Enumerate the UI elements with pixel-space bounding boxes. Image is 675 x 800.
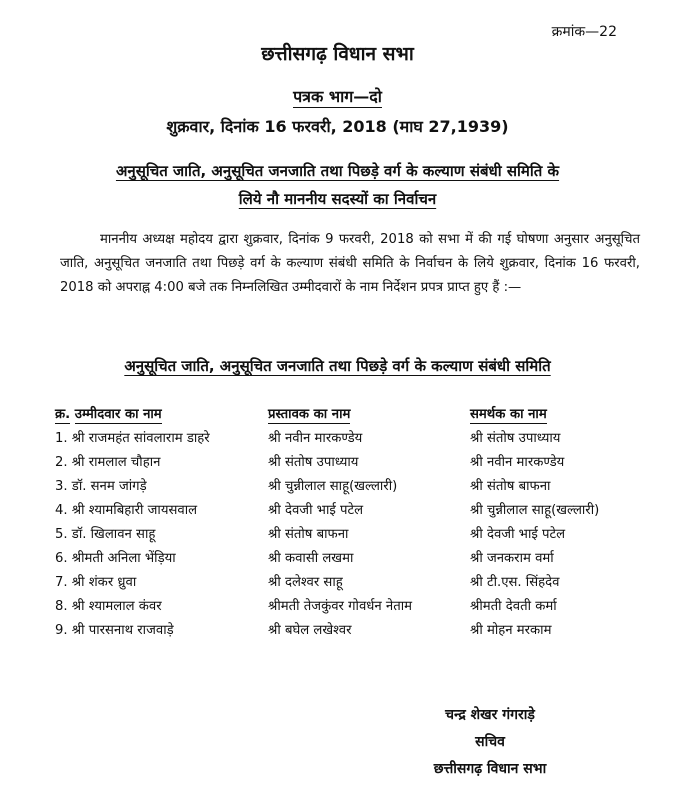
- header-candidate: [55, 404, 162, 422]
- nominations-table: [0, 404, 675, 644]
- proposer-cell: श्री चुन्नीलाल साहू(खल्लारी): [268, 479, 398, 494]
- body-paragraph-text: माननीय अध्यक्ष महोदय द्वारा शुक्रवार, दिनांक 9 फरवरी, 2018 को सभा में की गई घोषणा अनुसार अनुसूचित जाति, अनुसूचित जनजाति तथा पिछड़े वर्ग के कल्याण संबंधी समिति के निर्वाचन के लिये शुक्रवार, दिनांक 16 फरवरी, 2018 को अपराह्न 4:00 बजे तक निम्नलिखित उम्मीदवारों के नाम निर्देशन प्रपत्र प्राप्त हुए हैं :—: [60, 232, 640, 295]
- seconder-cell: श्री मोहन मरकाम: [470, 623, 552, 638]
- candidate-cell: 1. श्री राजमहंत सांवलाराम डाहरे: [55, 431, 210, 446]
- proposer-cell: श्री नवीन मारकण्डेय: [268, 431, 363, 446]
- seconder-cell: श्री देवजी भाई पटेल: [470, 527, 566, 542]
- serial-number: क्रमांक—22: [551, 24, 617, 40]
- seconder-cell: श्री चुन्नीलाल साहू(खल्लारी): [470, 503, 600, 518]
- section-heading-2: [0, 352, 675, 380]
- table-row: [0, 476, 675, 500]
- header-candidate-label: उम्मीदवार का नाम: [74, 407, 162, 422]
- candidate-cell: 4. श्री श्यामबिहारी जायसवाल: [55, 503, 198, 518]
- proposer-cell: श्री संतोष बाफना: [268, 527, 349, 542]
- table-row: [0, 452, 675, 476]
- signatory-designation: सचिव: [475, 734, 505, 750]
- proposer-cell: श्री बघेल लखेश्वर: [268, 623, 352, 638]
- candidate-cell: 2. श्री रामलाल चौहान: [55, 455, 161, 470]
- table-row: [0, 500, 675, 524]
- date-line: शुक्रवार, दिनांक 16 फरवरी, 2018 (माघ 27,1939): [166, 117, 509, 136]
- table-row: [0, 524, 675, 548]
- part-label-text: पत्रक भाग—दो: [293, 87, 382, 106]
- signature-block: [380, 702, 600, 783]
- proposer-cell: श्री संतोष उपाध्याय: [268, 455, 359, 470]
- table-row: [0, 548, 675, 572]
- candidate-cell: 8. श्री श्यामलाल कंवर: [55, 599, 162, 614]
- table-header-row: [0, 404, 675, 428]
- body-paragraph: [60, 228, 640, 300]
- part-label: [0, 85, 675, 107]
- document-title: छत्तीसगढ़ विधान सभा: [261, 43, 414, 65]
- candidate-cell: 7. श्री शंकर ध्रुवा: [55, 575, 137, 590]
- candidate-cell: 6. श्रीमती अनिला भेंड़िया: [55, 551, 176, 566]
- candidate-cell: 5. डॉ. खिलावन साहू: [55, 527, 156, 542]
- seconder-cell: श्री नवीन मारकण्डेय: [470, 455, 565, 470]
- header-proposer: प्रस्तावक का नाम: [268, 407, 351, 422]
- section-heading-1: [0, 157, 675, 213]
- signatory-office: छत्तीसगढ़ विधान सभा: [433, 761, 547, 777]
- signatory-name: चन्द्र शेखर गंगराड़े: [445, 707, 535, 723]
- table-row: [0, 572, 675, 596]
- header-seconder: समर्थक का नाम: [470, 407, 547, 422]
- seconder-cell: श्री टी.एस. सिंहदेव: [470, 575, 560, 590]
- proposer-cell: श्री कवासी लखमा: [268, 551, 354, 566]
- proposer-cell: श्रीमती तेजकुंवर गोवर्धन नेताम: [268, 599, 413, 614]
- section-heading-1-line1: अनुसूचित जाति, अनुसूचित जनजाति तथा पिछड़े वर्ग के कल्याण संबंधी समिति के: [115, 162, 560, 180]
- table-row: [0, 596, 675, 620]
- table-row: [0, 428, 675, 452]
- seconder-cell: श्री संतोष बाफना: [470, 479, 551, 494]
- seconder-cell: श्री जनकराम वर्मा: [470, 551, 554, 566]
- proposer-cell: श्री देवजी भाई पटेल: [268, 503, 364, 518]
- candidate-cell: 3. डॉ. सनम जांगड़े: [55, 479, 147, 494]
- candidate-cell: 9. श्री पारसनाथ राजवाड़े: [55, 623, 174, 638]
- seconder-cell: श्री संतोष उपाध्याय: [470, 431, 561, 446]
- seconder-cell: श्रीमती देवती कर्मा: [470, 599, 557, 614]
- proposer-cell: श्री दलेश्वर साहू: [268, 575, 343, 590]
- header-serial: क्र.: [55, 407, 71, 422]
- table-row: [0, 620, 675, 644]
- section-heading-1-line2: लिये नौ माननीय सदस्यों का निर्वाचन: [238, 190, 437, 208]
- section-heading-2-text: अनुसूचित जाति, अनुसूचित जनजाति तथा पिछड़े वर्ग के कल्याण संबंधी समिति: [124, 357, 551, 375]
